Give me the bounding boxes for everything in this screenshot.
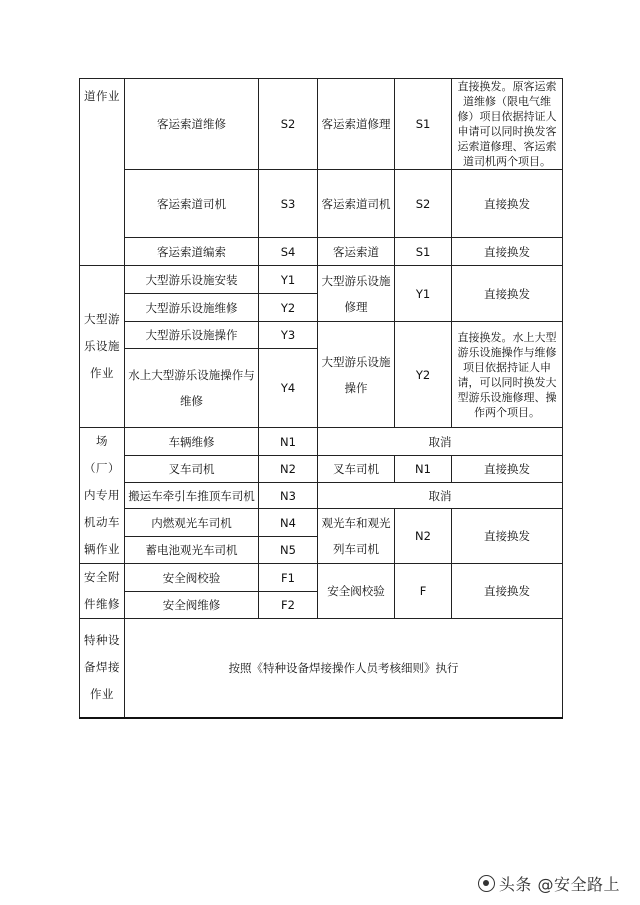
table-row (80, 509, 563, 537)
old-code-cell: S3 (259, 170, 318, 238)
new-item-cell: 客运索道修理 (318, 79, 395, 170)
table-row (80, 619, 563, 718)
new-item-cell: 叉车司机 (318, 456, 395, 483)
new-code-cell: S1 (395, 238, 452, 266)
old-item-cell: 大型游乐设施维修 (125, 294, 259, 322)
old-item-cell: 搬运车牵引车推顶车司机 (125, 483, 259, 509)
category-cell: 道作业 (80, 79, 125, 266)
old-code-cell: Y1 (259, 266, 318, 294)
watermark (478, 872, 620, 895)
cancel-cell: 取消 (318, 483, 563, 509)
note-cell: 直接换发 (452, 238, 563, 266)
conversion-table (79, 78, 563, 719)
note-cell: 直接换发 (452, 266, 563, 322)
old-code-cell: Y2 (259, 294, 318, 322)
new-item-cell: 客运索道 (318, 238, 395, 266)
table-row (80, 483, 563, 509)
table-row (80, 456, 563, 483)
old-code-cell: Y4 (259, 349, 318, 428)
category-cell: 特种设备焊接作业 (80, 619, 125, 718)
new-item-cell: 客运索道司机 (318, 170, 395, 238)
old-item-cell: 大型游乐设施操作 (125, 322, 259, 349)
category-cell: 大型游乐设施作业 (80, 266, 125, 428)
new-code-cell: S1 (395, 79, 452, 170)
old-item-cell: 安全阀维修 (125, 592, 259, 619)
old-item-cell: 大型游乐设施安装 (125, 266, 259, 294)
old-code-cell: N4 (259, 509, 318, 537)
note-cell: 直接换发 (452, 170, 563, 238)
old-item-cell: 内燃观光车司机 (125, 509, 259, 537)
note-cell: 直接换发 (452, 509, 563, 564)
watermark-text: 头条 @安全路上 (498, 875, 620, 894)
merged-instruction-cell: 按照《特种设备焊接操作人员考核细则》执行 (125, 619, 563, 718)
new-code-cell: F (395, 564, 452, 619)
old-item-cell: 叉车司机 (125, 456, 259, 483)
new-item-cell: 大型游乐设施修理 (318, 266, 395, 322)
cancel-cell: 取消 (318, 428, 563, 456)
old-item-cell: 水上大型游乐设施操作与维修 (125, 349, 259, 428)
old-item-cell: 客运索道编索 (125, 238, 259, 266)
table-row (80, 170, 563, 238)
new-code-cell: S2 (395, 170, 452, 238)
table-row (80, 564, 563, 592)
old-code-cell: Y3 (259, 322, 318, 349)
new-code-cell: N1 (395, 456, 452, 483)
table-row (80, 428, 563, 456)
category-cell: 场（厂）内专用机动车辆作业 (80, 428, 125, 564)
old-item-cell: 蓄电池观光车司机 (125, 537, 259, 564)
old-code-cell: F2 (259, 592, 318, 619)
new-item-cell: 安全阀校验 (318, 564, 395, 619)
old-item-cell: 安全阀校验 (125, 564, 259, 592)
account-icon (478, 875, 495, 892)
note-cell: 直接换发 (452, 456, 563, 483)
table-row (80, 79, 563, 170)
old-code-cell: S2 (259, 79, 318, 170)
old-item-cell: 车辆维修 (125, 428, 259, 456)
table-row (80, 238, 563, 266)
new-item-cell: 观光车和观光列车司机 (318, 509, 395, 564)
old-code-cell: S4 (259, 238, 318, 266)
note-cell: 直接换发。原客运索道维修（限电气维修）项目依据持证人申请可以同时换发客运索道修理、客运索道司机两个项目。 (452, 79, 563, 170)
new-code-cell: Y1 (395, 266, 452, 322)
table-row (80, 322, 563, 349)
old-code-cell: F1 (259, 564, 318, 592)
new-code-cell: Y2 (395, 322, 452, 428)
old-code-cell: N5 (259, 537, 318, 564)
new-item-cell: 大型游乐设施操作 (318, 322, 395, 428)
note-cell: 直接换发。水上大型游乐设施操作与维修项目依据持证人申请，可以同时换发大型游乐设施修理、操作两个项目。 (452, 322, 563, 428)
old-item-cell: 客运索道维修 (125, 79, 259, 170)
old-code-cell: N3 (259, 483, 318, 509)
old-code-cell: N2 (259, 456, 318, 483)
old-code-cell: N1 (259, 428, 318, 456)
category-cell: 安全附件维修 (80, 564, 125, 619)
new-code-cell: N2 (395, 509, 452, 564)
note-cell: 直接换发 (452, 564, 563, 619)
table-row (80, 266, 563, 294)
old-item-cell: 客运索道司机 (125, 170, 259, 238)
